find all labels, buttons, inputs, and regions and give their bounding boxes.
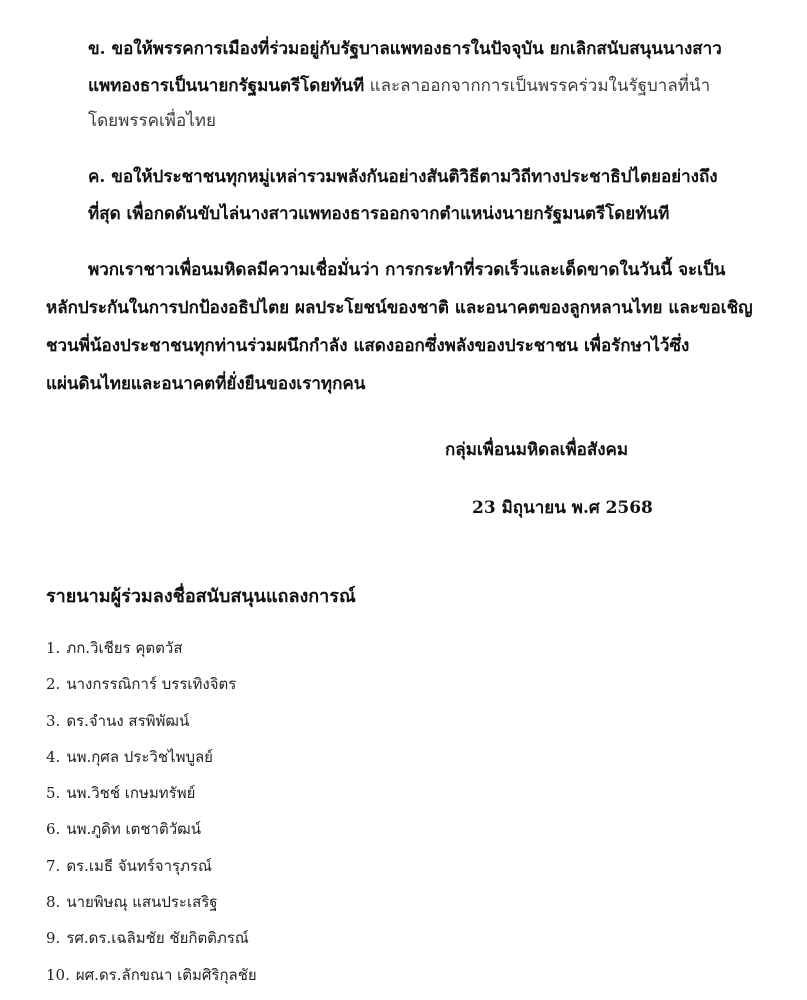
list-item-name: นางกรรณิการ์ บรรเทิงจิตร xyxy=(66,675,237,694)
list-item xyxy=(46,817,257,853)
item-b-line-1: ข. ขอให้พรรคการเมืองที่ร่วมอยู่กับรัฐบาลแพทองธารในปัจจุบัน ยกเลิกสนับสนุนนางสาว xyxy=(88,39,722,59)
list-item-name: ดร.เมธี จันทร์จารุภรณ์ xyxy=(66,856,212,875)
list-item-name: นพ.วิชช์ เกษมทรัพย์ xyxy=(66,784,196,803)
list-item xyxy=(46,709,257,745)
list-item xyxy=(46,781,257,817)
list-item-number: 7. xyxy=(46,856,61,875)
closing-line-1: พวกเราชาวเพื่อนมหิดลมีความเชื่อมั่นว่า การกระทำที่รวดเร็วและเด็ดขาดในวันนี้ จะเป็น xyxy=(88,260,726,280)
list-item xyxy=(46,745,257,781)
closing-line-4: แผ่นดินไทยและอนาคตที่ยั่งยืนของเราทุกคน xyxy=(46,374,366,394)
list-item-number: 2. xyxy=(46,675,61,694)
closing-line-3: ชวนพี่น้องประชาชนทุกท่านร่วมผนึกกำลัง แสดงออกซึ่งพลังของประชาชน เพื่อรักษาไว้ซึ่ง xyxy=(46,336,690,356)
list-item-name: ดร.จำนง สรพิพัฒน์ xyxy=(66,711,190,730)
closing-line-2: หลักประกันในการปกป้องอธิปไตย ผลประโยชน์ของชาติ และอนาคตของลูกหลานไทย และขอเชิญ xyxy=(46,298,753,318)
list-item-name: นพ.กุศล ประวิชไพบูลย์ xyxy=(66,747,213,766)
list-item-name: ภก.วิเชียร คุตตวัส xyxy=(66,639,183,657)
list-item xyxy=(46,963,257,999)
list-item-name: ผศ.ดร.ลักขณา เติมศิริกุลชัย xyxy=(75,965,257,984)
list-item xyxy=(46,672,257,708)
list-item-number: 6. xyxy=(46,820,61,839)
item-c-line-2: ที่สุด เพื่อกดดันขับไล่นางสาวแพทองธารออกจากตำแหน่งนายกรัฐมนตรีโดยทันที xyxy=(88,204,670,224)
list-item xyxy=(46,890,257,926)
list-item xyxy=(46,854,257,890)
list-item xyxy=(46,926,257,962)
list-item-number: 10. xyxy=(46,965,70,984)
item-b-line-2-normal: และลาออกจากการเป็นพรรคร่วมในรัฐบาลที่นำ xyxy=(364,76,711,96)
list-item-name: นพ.ภูดิท เตชาติวัฒน์ xyxy=(66,820,201,839)
item-b-line-3: โดยพรรคเพื่อไทย xyxy=(88,111,216,131)
signature-group: กลุ่มเพื่อนมหิดลเพื่อสังคม xyxy=(445,440,629,460)
list-item-number: 9. xyxy=(46,929,61,948)
list-item-name: รศ.ดร.เฉลิมชัย ชัยกิตติภรณ์ xyxy=(66,929,249,948)
list-item-number: 5. xyxy=(46,784,61,803)
list-item-number: 4. xyxy=(46,747,61,766)
item-b-line-2-bold: แพทองธารเป็นนายกรัฐมนตรีโดยทันที xyxy=(88,76,365,96)
signature-date: 23 มิถุนายน พ.ศ 2568 xyxy=(472,498,653,518)
signatories-list xyxy=(46,636,257,999)
item-b-line-2 xyxy=(88,74,710,98)
list-item-number: 8. xyxy=(46,893,61,912)
list-item xyxy=(46,636,257,672)
list-item-number: 3. xyxy=(46,711,61,730)
signatories-heading: รายนามผู้ร่วมลงชื่อสนับสนุนแถลงการณ์ xyxy=(46,586,356,607)
item-c-line-1: ค. ขอให้ประชาชนทุกหมู่เหล่ารวมพลังกันอย่างสันติวิธีตามวิถีทางประชาธิปไตยอย่างถึง xyxy=(88,167,718,187)
list-item-number: 1. xyxy=(46,639,61,657)
list-item-name: นายพิษณุ แสนประเสริฐ xyxy=(66,893,218,912)
